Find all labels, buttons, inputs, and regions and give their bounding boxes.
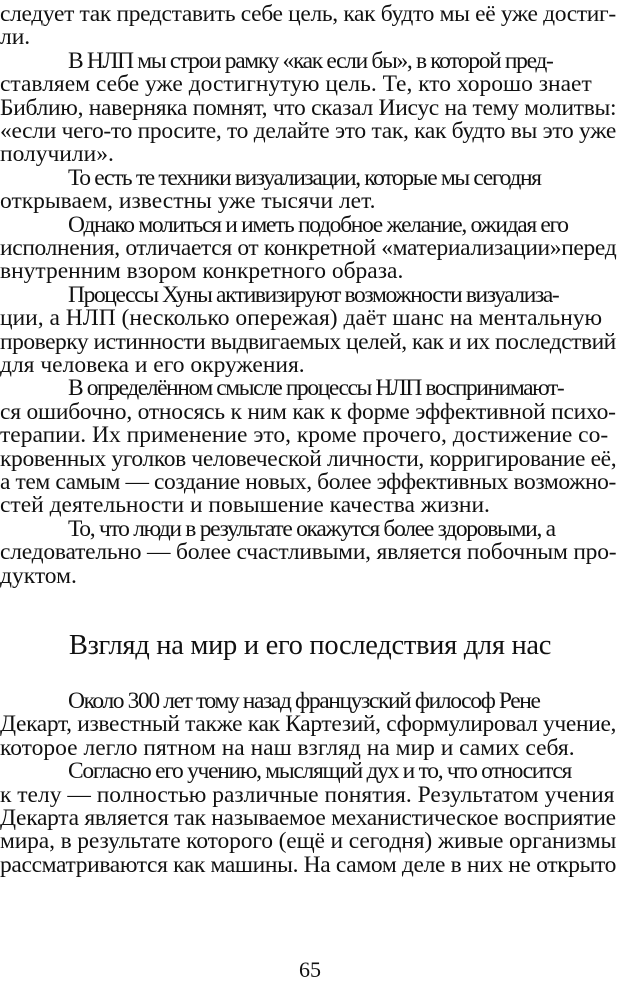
text-line: В определённом смысле процессы НЛП воспринимают- [68,375,564,402]
text-line: ся ошибочно, относясь к ним как к форме эффективной психо- [0,398,616,425]
text-line: а тем самым — создание новых, более эффективных возможно- [0,469,616,495]
text-line: проверку истинности выдвигаемых целей, как и их последствий [0,328,616,355]
text-line: стей деятельности и повышение качества жизни. [0,492,490,519]
text-line: для человека и его окружения. [0,352,305,378]
text-line: получили». [0,141,114,168]
text-line: То, что люди в результате окажутся более здоровыми, а [68,515,555,542]
text-line: ли. [0,24,31,51]
text-line: дуктом. [0,562,77,589]
text-line: ции, а НЛП (несколько опережая) даёт шанс на ментальную [0,305,603,332]
text-line: рассматриваются как машины. На самом деле в них не открыто [0,851,617,878]
text-line: исполнения, отличается от конкретной «материализации»перед [0,235,617,261]
text-line: мира, в результате которого (ещё и сегодня) живые организмы [0,828,617,855]
text-line: Библию, наверняка помнят, что сказал Иисус на тему молитвы: [0,94,617,121]
text-line: открываем, известны уже тысячи лет. [0,188,376,215]
page-number: 65 [299,957,321,982]
text-line: «если чего-то просите, то делайте это так, как будто вы это уже [0,118,616,144]
text-line: ставляем себе уже достигнутую цель. Те, кто хорошо знает [0,71,592,98]
text-line: Декарт, известный также как Картезий, сформулировал учение, [0,711,617,738]
text-line: Процессы Хуны активизируют возможности визуализа- [68,281,559,308]
text-line: которое легло пятном на наш взгляд на мир и самих себя. [0,734,575,761]
text-line: следовательно — более счастливыми, является побочным про- [0,539,617,566]
text-line: кровенных уголков человеческой личности, корригирование её, [0,445,617,472]
text-line: Около 300 лет тому назад французский философ Рене [68,688,540,714]
text-line: терапии. Их применение это, кроме прочего, достижение со- [0,422,609,449]
text-line: к телу — полностью различные понятия. Результатом учения [0,781,615,808]
text-line: Декарта является так называемое механистическое восприятие [0,805,616,831]
text-line: следует так представить себе цель, как будто мы её уже достиг- [0,1,616,27]
text-line: То есть те техники визуализации, которые мы сегодня [68,164,541,191]
text-line: Согласно его учению, мыслящий дух и то, что относится [68,758,572,785]
section-heading: Взгляд на мир и его последствия для нас [68,630,552,661]
text-line: Однако молиться и иметь подобное желание, ожидая его [68,211,568,238]
text-line: внутренним взором конкретного образа. [0,258,404,285]
text-line: В НЛП мы строи рамку «как если бы», в которой пред- [68,47,553,74]
